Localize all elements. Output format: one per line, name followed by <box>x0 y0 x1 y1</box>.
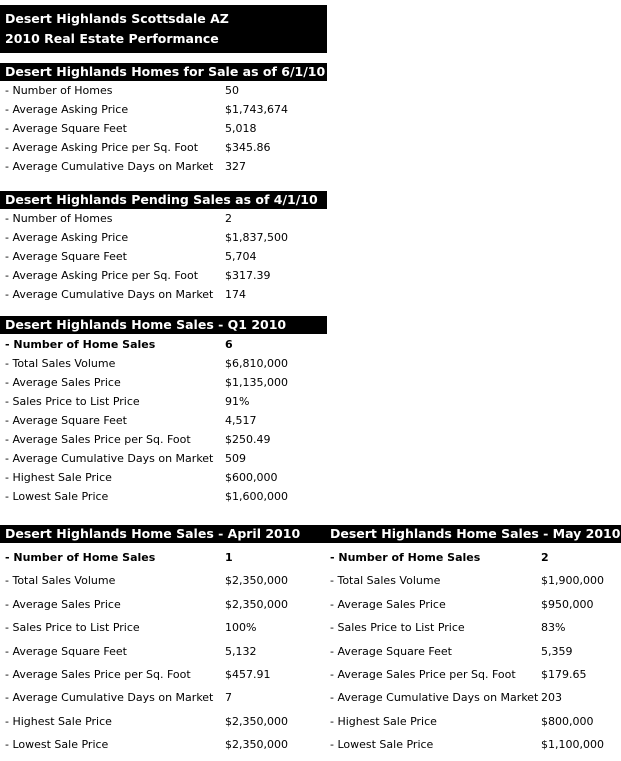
metric-label: - Average Cumulative Days on Market <box>330 691 539 705</box>
metric-label: - Sales Price to List Price <box>330 621 465 635</box>
metric-value: $1,135,000 <box>225 376 288 389</box>
metric-value: 203 <box>541 691 562 705</box>
metric-label: - Average Asking Price per Sq. Foot <box>5 269 199 282</box>
metric-label: - Lowest Sale Price <box>5 738 109 752</box>
metric-value: $1,837,500 <box>225 231 288 244</box>
metric-value: $1,600,000 <box>225 490 288 503</box>
metric-value: $345.86 <box>225 141 271 154</box>
metric-value: $600,000 <box>225 471 278 484</box>
metric-value: $6,810,000 <box>225 357 288 370</box>
metric-label: - Average Cumulative Days on Market <box>5 160 214 173</box>
metric-value: 5,018 <box>225 122 257 135</box>
metric-label: - Number of Home Sales <box>5 338 156 351</box>
metric-value: $2,350,000 <box>225 574 288 588</box>
metric-label: - Average Cumulative Days on Market <box>5 452 214 465</box>
metric-value: $1,100,000 <box>541 738 604 752</box>
q1-heading: Desert Highlands Home Sales - Q1 2010 <box>0 316 327 334</box>
metric-value: 174 <box>225 288 246 301</box>
metric-value: $2,350,000 <box>225 597 288 611</box>
report-title <box>0 5 327 53</box>
metric-label: - Average Square Feet <box>5 250 127 263</box>
metric-label: - Total Sales Volume <box>5 574 116 588</box>
metric-value: 509 <box>225 452 246 465</box>
metric-value: $2,350,000 <box>225 738 288 752</box>
metric-label: - Average Cumulative Days on Market <box>5 288 214 301</box>
metric-label: - Average Sales Price per Sq. Foot <box>5 668 191 681</box>
report-title-line1: Desert Highlands Scottsdale AZ <box>5 11 229 26</box>
metric-value: $2,350,000 <box>225 714 288 728</box>
report-title-line2: 2010 Real Estate Performance <box>5 31 219 46</box>
metric-label: - Number of Homes <box>5 212 113 225</box>
metric-label: - Average Sales Price <box>5 376 121 389</box>
metric-label: - Average Sales Price per Sq. Foot <box>5 433 191 446</box>
metric-label: - Average Square Feet <box>330 644 452 658</box>
metric-value: $1,743,674 <box>225 103 288 116</box>
metric-label: - Lowest Sale Price <box>5 490 109 503</box>
metric-value: 2 <box>541 551 549 564</box>
metric-value: 4,517 <box>225 414 257 427</box>
metric-label: - Number of Home Sales <box>330 551 481 564</box>
metric-label: - Sales Price to List Price <box>5 395 140 408</box>
metric-value: $179.65 <box>541 668 587 681</box>
metric-value: 2 <box>225 212 232 225</box>
metric-label: - Average Cumulative Days on Market <box>5 691 214 705</box>
for-sale-heading: Desert Highlands Homes for Sale as of 6/1/10 <box>0 63 327 81</box>
metric-value: 5,132 <box>225 644 257 658</box>
monthly-heading-bar <box>0 525 621 543</box>
metric-label: - Highest Sale Price <box>5 471 112 484</box>
metric-value: 83% <box>541 621 566 635</box>
metric-value: 50 <box>225 84 239 97</box>
metric-value: $800,000 <box>541 714 594 728</box>
metric-label: - Average Asking Price <box>5 231 129 244</box>
metric-label: - Average Sales Price <box>5 597 121 611</box>
metric-value: 100% <box>225 621 257 635</box>
metric-value: $457.91 <box>225 668 271 681</box>
metric-value: 7 <box>225 691 232 705</box>
metric-label: - Number of Home Sales <box>5 551 156 564</box>
metric-value: 91% <box>225 395 250 408</box>
metric-label: - Average Sales Price per Sq. Foot <box>330 668 516 681</box>
april-heading: Desert Highlands Home Sales - April 2010 <box>5 526 301 541</box>
metric-value: $1,900,000 <box>541 574 604 588</box>
metric-label: - Total Sales Volume <box>5 357 116 370</box>
metric-label: - Average Square Feet <box>5 122 127 135</box>
metric-label: - Average Asking Price per Sq. Foot <box>5 141 199 154</box>
metric-value: $250.49 <box>225 433 271 446</box>
metric-label: - Lowest Sale Price <box>330 738 434 752</box>
metric-value: 1 <box>225 551 233 564</box>
metric-value: $950,000 <box>541 597 594 611</box>
metric-label: - Total Sales Volume <box>330 574 441 588</box>
metric-label: - Highest Sale Price <box>330 714 437 728</box>
may-heading: Desert Highlands Home Sales - May 2010 <box>330 526 621 541</box>
metric-value: 327 <box>225 160 246 173</box>
metric-label: - Average Sales Price <box>330 597 446 611</box>
metric-label: - Number of Homes <box>5 84 113 97</box>
metric-value: 5,359 <box>541 644 573 658</box>
metric-label: - Average Square Feet <box>5 414 127 427</box>
metric-label: - Average Square Feet <box>5 644 127 658</box>
metric-label: - Highest Sale Price <box>5 714 112 728</box>
metric-label: - Sales Price to List Price <box>5 621 140 635</box>
metric-label: - Average Asking Price <box>5 103 129 116</box>
metric-value: 5,704 <box>225 250 257 263</box>
pending-heading: Desert Highlands Pending Sales as of 4/1/10 <box>0 191 327 209</box>
metric-value: $317.39 <box>225 269 271 282</box>
metric-value: 6 <box>225 338 233 351</box>
